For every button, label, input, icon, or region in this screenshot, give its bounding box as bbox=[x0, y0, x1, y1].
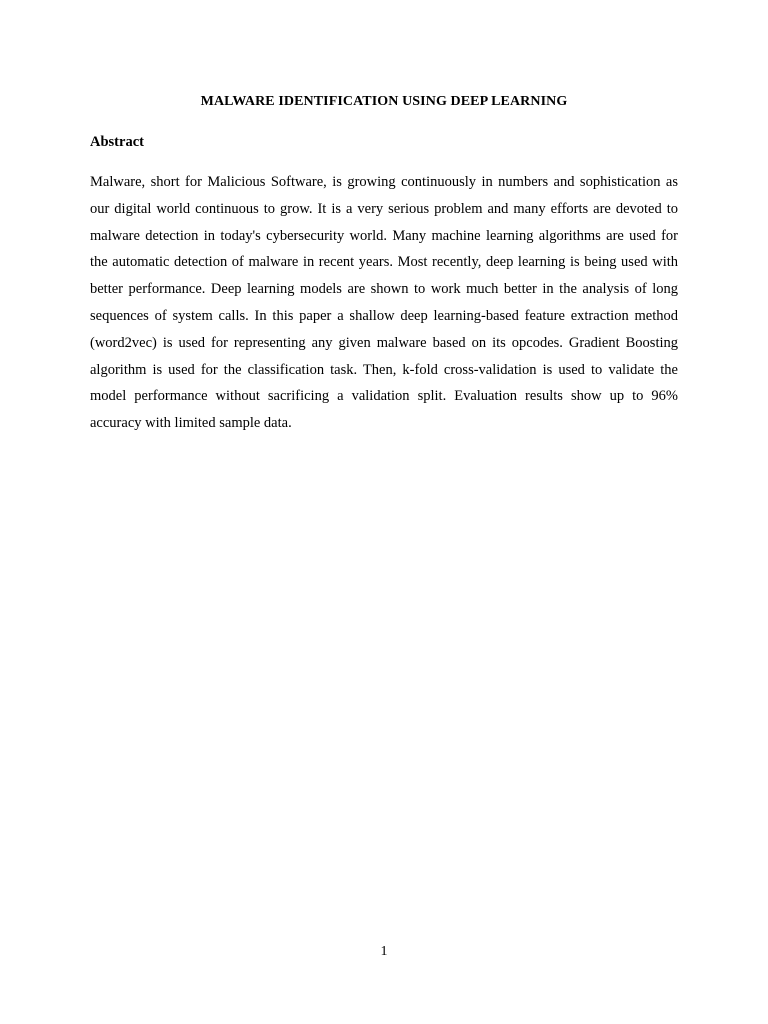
page-number: 1 bbox=[380, 944, 388, 959]
abstract-paragraph: Malware, short for Malicious Software, is growing continuously in numbers and sophistication as our digital world continuous to grow. It is a very serious problem and many efforts are devoted to malware detection in today's cybersecurity world. Many machine learning algorithms are used for the automatic detection of malware in recent years. Most recently, deep learning is being used with better performance. Deep learning models are shown to work much better in the analysis of long sequences of system calls. In this paper a shallow deep learning-based feature extraction method (word2vec) is used for representing any given malware based on its opcodes. Gradient Boosting algorithm is used for the classification task. Then, k-fold cross-validation is used to validate the model performance without sacrificing a validation split. Evaluation results show up to 96% accuracy with limited sample data. bbox=[90, 174, 678, 432]
abstract-heading: Abstract bbox=[90, 134, 144, 150]
paper-title: MALWARE IDENTIFICATION USING DEEP LEARNING bbox=[200, 94, 568, 109]
